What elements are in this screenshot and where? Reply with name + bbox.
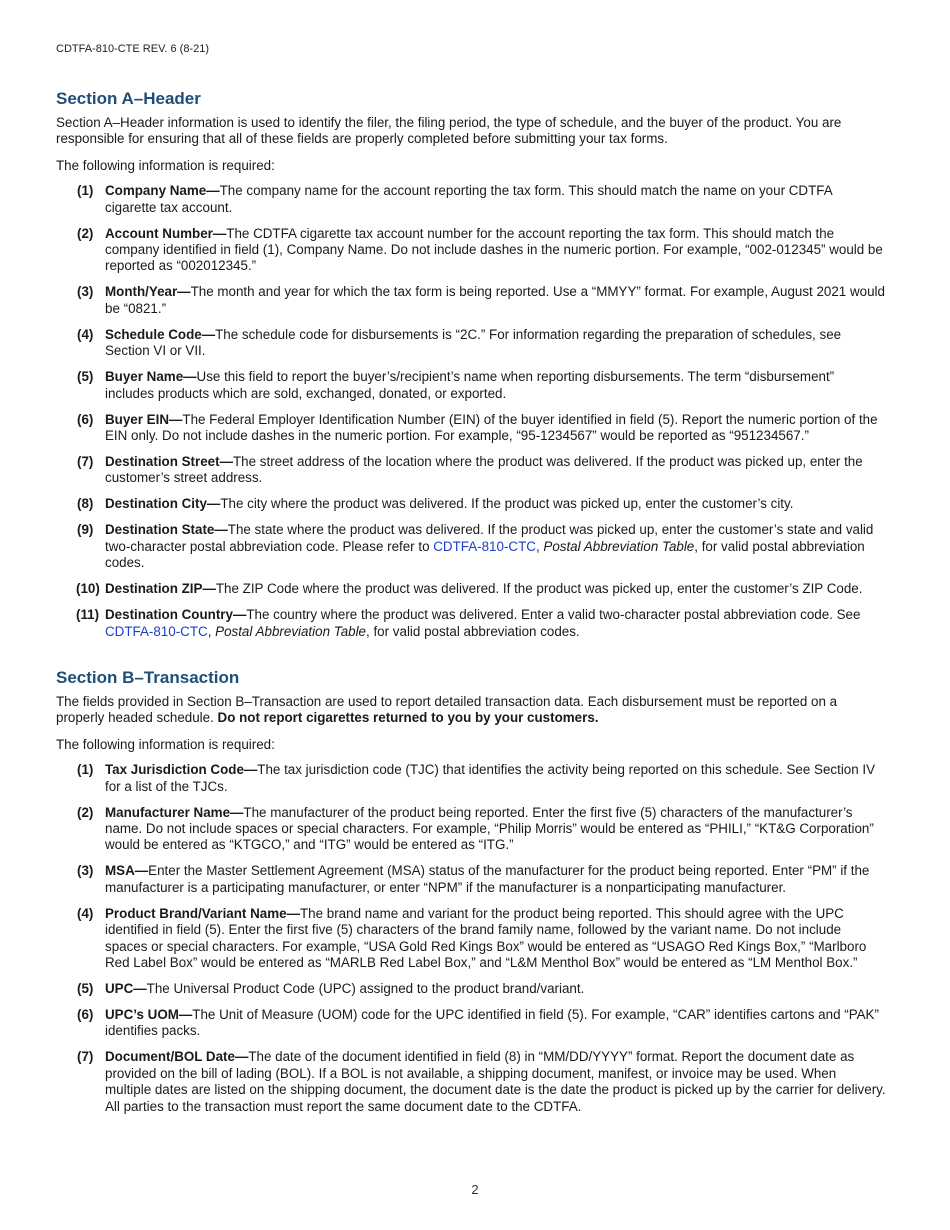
section-b-title: Section B–Transaction [56,668,240,687]
list-item: (5) Buyer Name—Use this field to report the buyer’s/recipient’s name when reporting disbursements. The term “disbursement” includes products which are sold, exchanged, donated, or exported. [77,369,835,401]
list-item: (5) UPC—The Universal Product Code (UPC) assigned to the product brand/variant. [77,981,585,997]
section-a-intro: Section A–Header information is used to identify the filer, the filing period, the type of schedule, and the buyer of the product. You are responsible for ensuring that all of these fields are properly completed before submitting your tax forms. [56,115,842,147]
section-a [56,89,886,650]
list-item: (11) Destination Country—The country where the product was delivered. Enter a valid two-character postal abbreviation code. See CDTFA-810-CTC, Postal Abbreviation Table, for valid postal abbreviation codes. [76,607,861,639]
section-b-list [56,762,886,1115]
cdtfa-810-ctc-link[interactable]: CDTFA-810-CTC [433,538,536,554]
section-b-intro: The fields provided in Section B–Transaction are used to report detailed transaction data. Each disbursement must be reported on a properly headed schedule. Do not report cigarettes returned to you by your customers. [56,694,838,726]
list-item: (7) Document/BOL Date—The date of the document identified in field (8) in “MM/DD/YYYY” format. Report the document date as provided on the bill of lading (BOL). If a BOL is not available, a shipping document, manifest, or invoice may be used. When multiple dates are listed on the shipping document, the document date is the date the product is picked up by the carrier for delivery. All parties to the transaction must report the same document date to the CDTFA. [77,1049,886,1114]
list-item: (1) Tax Jurisdiction Code—The tax jurisdiction code (TJC) that identifies the activity being reported on this schedule. See Section IV for a list of the TJCs. [77,762,876,794]
section-a-title: Section A–Header [56,89,201,108]
section-a-list [56,183,886,640]
section-a-required-label: The following information is required: [56,157,275,173]
list-item: (8) Destination City—The city where the product was delivered. If the product was picked up, enter the customer’s city. [77,496,794,512]
list-item: (6) UPC’s UOM—The Unit of Measure (UOM) code for the UPC identified in field (5). For example, “CAR” identifies cartons and “PAK” identifies packs. [77,1007,879,1039]
list-item: (2) Account Number—The CDTFA cigarette tax account number for the account reporting the tax form. This should match the company identified in field (1), Company Name. Do not include dashes in the numeric portion. For example, “002-012345” would be reported as “002012345.” [77,225,883,274]
list-item: (1) Company Name—The company name for the account reporting the tax form. This should match the name on your CDTFA cigarette tax account. [77,183,832,215]
section-b-required-label: The following information is required: [56,736,275,752]
list-item: (2) Manufacturer Name—The manufacturer of the product being reported. Enter the first five (5) characters of the manufacturer’s name. Do not include spaces or special characters. For example, “Philip Morris” would be entered as “PHILI,” “KT&G Corporation” would be entered as “KTGCO,” and “ITG” would be entered as “ITG.” [77,804,874,853]
section-b [56,668,886,1125]
list-item: (7) Destination Street—The street address of the location where the product was delivered. If the product was picked up, enter the customer’s street address. [77,454,863,486]
list-item: (4) Schedule Code—The schedule code for disbursements is “2C.” For information regarding the preparation of schedules, see Section VI or VII. [77,326,842,359]
form-identifier: CDTFA-810-CTE REV. 6 (8-21) [56,43,210,55]
list-item: (9) Destination State—The state where the product was delivered. If the product was picked up, enter the customer’s state and valid two-character postal abbreviation code. Please refer to CDTFA-810-CTC, Postal Abbreviation Table, for valid postal abbreviation codes. [77,522,874,571]
page-number: 2 [471,1182,479,1197]
list-item: (6) Buyer EIN—The Federal Employer Identification Number (EIN) of the buyer identified in field (5). Report the numeric portion of the EIN only. Do not include dashes in the numeric portion. For example, “95-1234567” would be reported as “951234567.” [77,411,878,444]
list-item: (10) Destination ZIP—The ZIP Code where the product was delivered. If the product was picked up, enter the customer’s ZIP Code. [76,581,863,597]
list-item: (3) Month/Year—The month and year for which the tax form is being reported. Use a “MMYY” format. For example, August 2021 would be “0821.” [77,284,885,316]
cdtfa-810-ctc-link[interactable]: CDTFA-810-CTC [105,623,208,639]
list-item: (3) MSA—Enter the Master Settlement Agreement (MSA) status of the manufacturer for the product being reported. Enter “PM” if the manufacturer is a participating manufacturer, or enter “NPM” if the manufacturer is a nonparticipating manufacturer. [77,863,870,895]
list-item: (4) Product Brand/Variant Name—The brand name and variant for the product being reported. This should agree with the UPC identified in field (5). Enter the first five (5) characters of the brand family name, followed by the variant name. Do not include spaces or special characters. For example, “USA Gold Red Kings Box” would be entered as “USAGO Red Kings Box,” “Marlboro Red Label Box” would be entered as “MARLB Red Label Box,” and “L&M Menthol Box” would be entered as “LM Menthol Box.” [77,905,867,971]
